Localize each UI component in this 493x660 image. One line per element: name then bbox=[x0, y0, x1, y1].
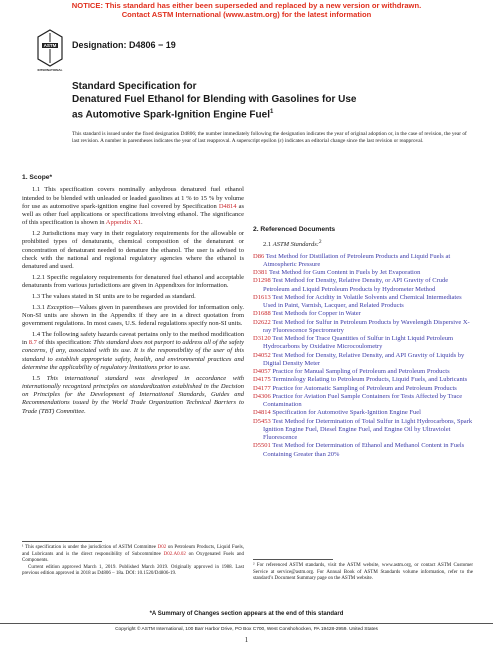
reference-title[interactable]: Test Method for Sulfur in Petroleum Products by Wavelength Dispersive X-ray Fluorescence Spectrometry bbox=[263, 318, 470, 334]
column-continuation-spacer bbox=[253, 174, 473, 226]
reference-code[interactable]: D2622 bbox=[253, 318, 271, 326]
left-column bbox=[22, 174, 244, 418]
reference-item[interactable] bbox=[253, 385, 473, 393]
reference-item[interactable] bbox=[253, 409, 473, 417]
reference-code[interactable]: D5453 bbox=[253, 417, 271, 425]
title-line-1: Standard Specification for bbox=[72, 81, 197, 92]
reference-item[interactable] bbox=[253, 253, 473, 270]
reference-title[interactable]: Test Method for Density, Relative Density, or API Gravity of Crude Petroleum and Liquid Petroleum Products by Hydrometer Method bbox=[263, 277, 449, 293]
reference-item[interactable] bbox=[253, 393, 473, 410]
reference-title[interactable]: Practice for Manual Sampling of Petroleum and Petroleum Products bbox=[272, 368, 450, 376]
reference-code[interactable]: D381 bbox=[253, 269, 268, 277]
reference-title[interactable]: Test Method for Acidity in Volatile Solvents and Chemical Intermediates Used in Paint, Varnish, Lacquer, and Related Products bbox=[263, 293, 462, 310]
scope-1-4: 1.4 The following safety hazards caveat pertains only to the method modification in 8.7 of this specification: This standard does not purport to address all of the safety concerns, if any, associated with its use. It is the responsibility of the user of this standard to establish appropriate safety, health, and environmental practices and determine the applicability of regulatory limitations prior to use. bbox=[22, 330, 245, 371]
reference-item[interactable] bbox=[253, 418, 473, 443]
reference-title[interactable]: Test Method for Distillation of Petroleum Products and Liquid Fuels at Atmospheric Pressure bbox=[263, 252, 451, 268]
reference-title[interactable]: Test Method for Determination of Total Sulfur in Light Hydrocarbons, Spark Ignition Engine Fuel, Diesel Engine Fuel, and Engine Oil by Ultraviolet Fluorescence bbox=[263, 417, 473, 442]
reference-code[interactable]: D1298 bbox=[253, 277, 271, 285]
reference-item[interactable] bbox=[253, 294, 473, 311]
scope-1-2: 1.2 Jurisdictions may vary in their regulatory requirements for the allowable or prohibited types of denaturants, chemical composition of the denaturant or concentration of denaturant needed to denature the ethanol. The user is advised to check with the national and regional regulatory agencies where the ethanol is denatured and used. bbox=[22, 230, 244, 270]
footnote-divider-right bbox=[253, 559, 333, 560]
astm-logo-icon bbox=[36, 29, 64, 73]
document-title bbox=[72, 80, 472, 121]
link-d02-a0-02[interactable]: D02.A0.02 bbox=[163, 551, 186, 557]
reference-code[interactable]: D86 bbox=[253, 252, 265, 260]
reference-item[interactable] bbox=[253, 352, 473, 369]
reference-title[interactable]: Test Methods for Copper in Water bbox=[272, 310, 361, 318]
references-intro: 2.1 ASTM Standards:$^2$ bbox=[263, 239, 322, 249]
reference-item[interactable] bbox=[253, 376, 473, 384]
designation: Designation: D4806 − 19 bbox=[72, 40, 176, 50]
reference-item[interactable] bbox=[253, 269, 473, 277]
scope-heading: 1. Scope* bbox=[22, 174, 53, 181]
reference-code[interactable]: D4052 bbox=[253, 351, 271, 359]
reference-list bbox=[253, 253, 473, 459]
link-8-7[interactable]: 8.7 bbox=[28, 339, 37, 346]
scope-1-2-1: 1.2.1 Specific regulatory requirements for denatured fuel ethanol and acceptable denaturants from various jurisdictions are given in Appendixes for information. bbox=[22, 273, 244, 289]
link-d4814[interactable]: D4814 bbox=[218, 202, 237, 210]
notice-line-1: NOTICE: This standard has either been superseded and replaced by a new version or withdrawn. bbox=[71, 1, 422, 10]
reference-title[interactable]: Practice for Automatic Sampling of Petroleum and Petroleum Products bbox=[272, 384, 457, 392]
scope-1-5: 1.5 This international standard was developed in accordance with internationally recognized principles on standardization established in the Decision on Principles for the Development of International Standards, Guides and Recommendations issued by the World Trade Organization Technical Barriers to Trade (TBT) Committee. bbox=[22, 374, 245, 415]
title-line-2: Denatured Fuel Ethanol for Blending with Gasolines for Use bbox=[72, 94, 357, 105]
reference-title[interactable]: Practice for Aviation Fuel Sample Containers for Tests Affected by Trace Contamination bbox=[263, 392, 463, 409]
reference-code[interactable]: D4175 bbox=[253, 376, 271, 384]
reference-code[interactable]: D1613 bbox=[253, 293, 271, 301]
footnote-2: ² For referenced ASTM standards, visit the ASTM website, www.astm.org, or contact ASTM Customer Service at service@astm.org. For Annual Book of ASTM Standards volume information, refer to the standard’s Document Summary page on the ASTM website. bbox=[253, 563, 473, 582]
summary-of-changes-note: *A Summary of Changes section appears at the end of this standard bbox=[149, 611, 344, 617]
reference-code[interactable]: D4814 bbox=[253, 409, 271, 417]
reference-code[interactable]: D4177 bbox=[253, 384, 271, 392]
references-heading: 2. Referenced Documents bbox=[253, 226, 336, 233]
link-d02[interactable]: D02 bbox=[157, 545, 167, 550]
reference-code[interactable]: D5501 bbox=[253, 442, 271, 450]
reference-item[interactable] bbox=[253, 277, 473, 294]
reference-code[interactable]: D4057 bbox=[253, 368, 271, 376]
scope-1-3: 1.3 The values stated in SI units are to be regarded as standard. bbox=[32, 292, 196, 300]
reference-code[interactable]: D4306 bbox=[253, 392, 271, 400]
svg-text:INTERNATIONAL: INTERNATIONAL bbox=[37, 68, 63, 72]
reference-title[interactable]: Terminology Relating to Petroleum Products, Liquid Fuels, and Lubricants bbox=[272, 376, 468, 384]
reference-item[interactable] bbox=[253, 310, 473, 318]
footnote-1: ¹ This specification is under the jurisdiction of ASTM Committee D02 on Petroleum Products, Liquid Fuels, and Lubricants and is the direct responsibility of Subcommittee D02.A0.02 on Oxygenated Fuels and Components. Current edition approved March 1, 2019. Published March 2019. Originally approved in 1988. Last previous edition approved in 2018 as D4806 – 18a. DOI: 10.1520/D4806-19. bbox=[22, 545, 245, 577]
standard-note: This standard is issued under the fixed designation D4806; the number immediately following the designation indicates the year of original adoption or, in the case of revision, the year of last revision. A number in parentheses indicates the year of last reapproval. A superscript epsilon (ε) indicates an editorial change since the last revision or reapproval. bbox=[72, 131, 467, 145]
reference-item[interactable] bbox=[253, 368, 473, 376]
withdrawal-notice bbox=[0, 1, 493, 19]
svg-text:ASTM: ASTM bbox=[43, 43, 57, 49]
reference-code[interactable]: D3120 bbox=[253, 335, 271, 343]
title-line-3: as Automotive Spark-Ignition Engine Fuel$^1$ bbox=[72, 109, 274, 121]
reference-item[interactable] bbox=[253, 319, 473, 336]
notice-line-2: Contact ASTM International (www.astm.org) for the latest information bbox=[121, 10, 372, 19]
reference-code[interactable]: D1688 bbox=[253, 310, 271, 318]
page-number: 1 bbox=[244, 636, 249, 644]
link-appendix-x1[interactable]: Appendix X1 bbox=[105, 219, 141, 227]
reference-item[interactable] bbox=[253, 335, 473, 352]
footnote-divider-left bbox=[22, 541, 102, 542]
reference-title[interactable]: Test Method for Density, Relative Density, and API Gravity of Liquids by Digital Density Meter bbox=[263, 351, 465, 367]
right-column bbox=[253, 174, 473, 459]
reference-title[interactable]: Test Method for Gum Content in Fuels by Jet Evaporation bbox=[268, 269, 421, 277]
reference-title[interactable]: Test Method for Trace Quantities of Sulfur in Light Liquid Petroleum Hydrocarbons by Oxidative Microcoulometry bbox=[263, 335, 454, 351]
reference-title[interactable]: Specification for Automotive Spark-Ignition Engine Fuel bbox=[272, 409, 421, 417]
scope-1-3-1: 1.3.1 Exception—Values given in parentheses are provided for information only. Non-SI units are shown in the Appendix if they are in a direct quotation from government regulations. In most cases, U.S. federal regulations specify non-SI units. bbox=[22, 303, 244, 327]
reference-item[interactable] bbox=[253, 442, 473, 459]
reference-title[interactable]: Test Method for Determination of Ethanol and Methanol Content in Fuels Containing Greater than 20% bbox=[263, 442, 465, 458]
copyright-line: Copyright © ASTM International, 100 Barr Harbor Drive, PO Box C700, West Conshohocken, PA 19428-2959. United States bbox=[0, 623, 493, 632]
scope-1-1: 1.1 This specification covers nominally anhydrous denatured fuel ethanol intended to be blended with unleaded or leaded gasolines at 1 % to 15 % by volume for use as automotive spark-ignition engine fuel covered by Specification D4814 as well as other fuel applications or specifications involving ethanol. The significance of this specification is shown in Appendix X1. bbox=[22, 186, 244, 227]
